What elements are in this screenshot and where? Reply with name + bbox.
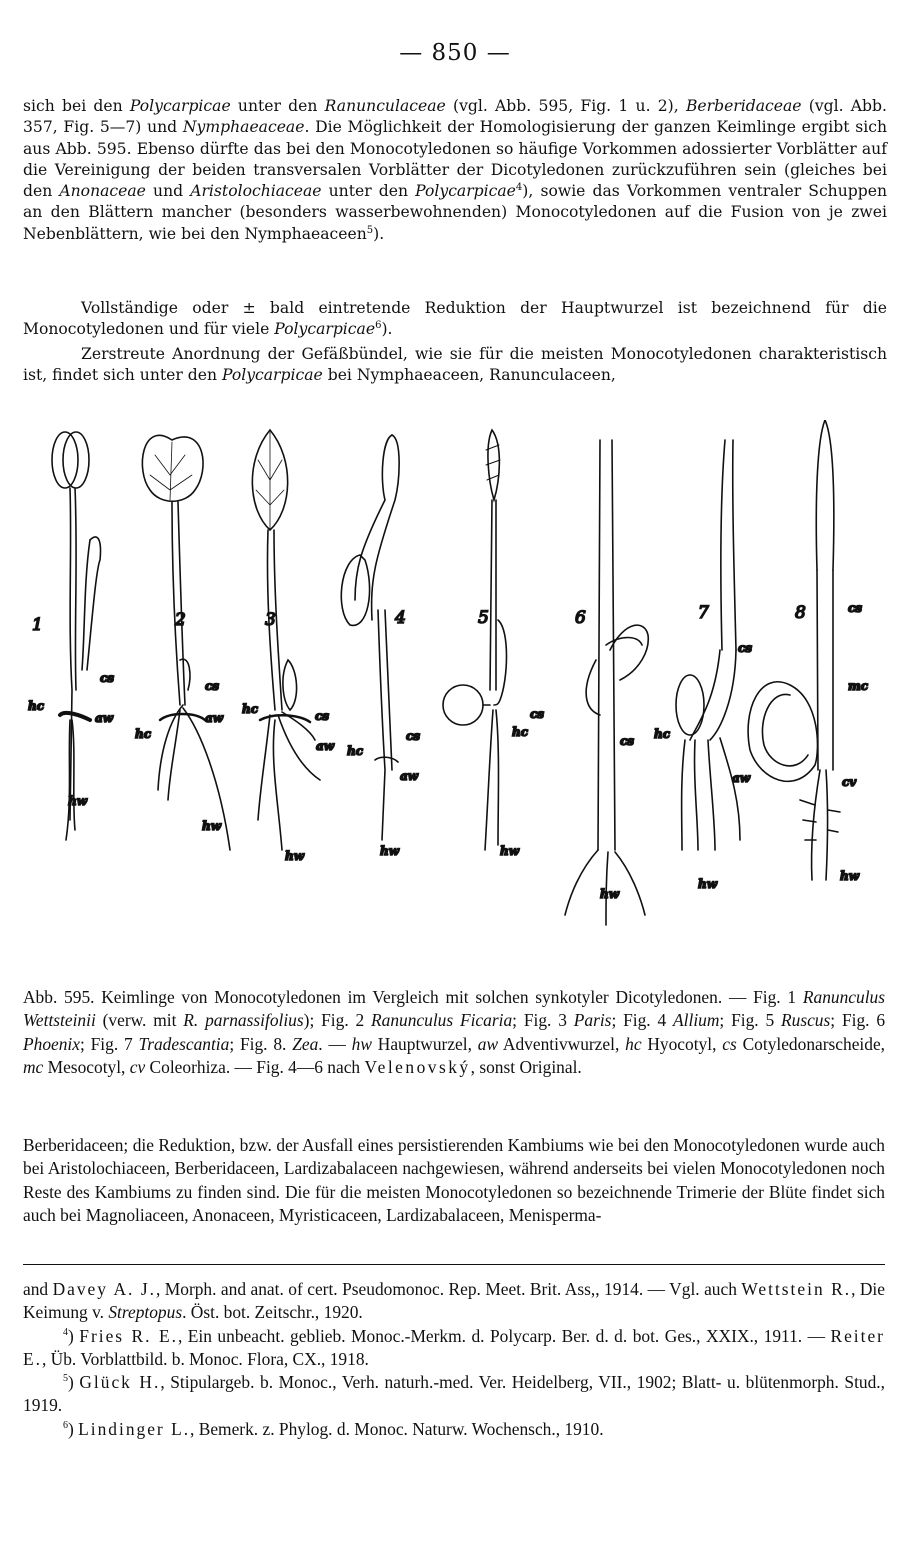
figure-numbers — [32, 603, 806, 635]
paragraph-1: sich bei den Polycarpicae unter den Ranunculaceae (vgl. Abb. 595, Fig. 1 u. 2), Berberidaceae (vgl. Abb. 357, Fig. 5—7) und Nymphaeaceae. Die Möglichkeit der Homologisierung der ganzen Keimlinge ergibt sich aus Abb. 595. Ebenso dürfte das bei den Monocotyledonen so häufige Vorkommen adossierter Vorblätter auf die Vereinigung der beiden transversalen Vorblätter der Dicotyledonen zurückzuführen sein (gleiches bei den Anonaceae und Aristolochiaceae unter den Polycarpicae$^4$), sowie das Vorkommen ventraler Schuppen an den Blättern mancher (besonders wasserbewohnenden) Monocotyledonen auf die Fusion von je zwei Nebenblättern, wie bei den Nymphaeaceen$^5$). — [23, 97, 888, 243]
label-aw: aw — [316, 739, 335, 753]
seedling-1 — [52, 432, 101, 840]
fig-number: 4 — [395, 608, 406, 628]
figure-labels — [28, 601, 869, 901]
fig-number: 6 — [575, 608, 586, 628]
label-cs: cs — [100, 671, 115, 685]
label-aw: aw — [732, 771, 751, 785]
label-cs: cs — [620, 734, 635, 748]
label-aw: aw — [205, 711, 224, 725]
label-hw: hw — [500, 844, 520, 858]
label-cs: cs — [738, 641, 753, 655]
fig-number: 8 — [795, 603, 806, 623]
label-aw: aw — [95, 711, 114, 725]
seedling-8 — [748, 420, 840, 880]
label-hc: hc — [28, 699, 45, 713]
label-hw: hw — [600, 887, 620, 901]
fig-number: 2 — [175, 610, 186, 630]
seedling-2 — [142, 435, 230, 850]
label-hw: hw — [202, 819, 222, 833]
label-hw: hw — [285, 849, 305, 863]
body-paragraph: Berberidaceen; die Reduktion, bzw. der Ausfall eines persistierenden Kambiums wie bei den Monocotyledonen wurde auch bei Aristolochiaceen, Berberidaceen, Lardizabalaceen nachgewiesen, während anderseits bei vielen Monocotyledonen noch Reste des Kambiums zu finden sind. Die für die meisten Monocotyledonen so bezeichnende Trimerie der Blüte findet sich auch bei Magnoliaceen, Anonaceen, Myristicaceen, Lardizabalaceen, Menisperma- — [23, 1135, 885, 1225]
label-hc: hc — [347, 744, 364, 758]
fig-number: 3 — [265, 610, 276, 630]
seedling-3 — [252, 430, 320, 850]
footnote-6: $^6$) Lindinger L., Bemerk. z. Phylog. d. Monoc. Naturw. Wochensch., 1910. — [63, 1418, 604, 1439]
fig-number: 1 — [32, 615, 43, 635]
footnote-5: $^5$) Glück H., Stipulargeb. b. Monoc., Verh. naturh.-med. Ver. Heidelberg, VII., 1902; Blatt- u. blütenmorph. Stud., 1919. — [23, 1372, 885, 1416]
footnote-divider — [23, 1264, 885, 1265]
label-cs: cs — [848, 601, 863, 615]
figure-caption: Abb. 595. Keimlinge von Monocotyledonen im Vergleich mit solchen synkotyler Dicotyledonen. — Fig. 1 Ranunculus Wettsteinii (verw. mit R. parnassifolius); Fig. 2 Ranunculus Ficaria; Fig. 3 Paris; Fig. 4 Allium; Fig. 5 Ruscus; Fig. 6 Phoenix; Fig. 7 Tradescantia; Fig. 8. Zea. — hw Hauptwurzel, aw Adventivwurzel, hc Hyocotyl, cs Cotyledonarscheide, mc Mesocotyl, cv Coleorhiza. — Fig. 4—6 nach Velenovský, sonst Original. — [23, 987, 886, 1077]
seedling-figure — [20, 420, 890, 960]
paragraph-3: Zerstreute Anordnung der Gefäßbündel, wie sie für die meisten Monocotyledonen charakteristisch ist, findet sich unter den Polycarpicae bei Nymphaeaceen, Ranunculaceen, — [23, 345, 887, 385]
fig-number: 7 — [698, 603, 709, 623]
footnote-4: $^4$) Fries R. E., Ein unbeacht. geblieb. Monoc.-Merkm. d. Polycarp. Ber. d. d. bot. Ges., XXIX., 1911. — Reiter E., Üb. Vorblattbild. b. Monoc. Flora, CX., 1918. — [23, 1325, 885, 1369]
label-hw: hw — [840, 869, 860, 883]
label-hc: hc — [135, 727, 152, 741]
paragraph-2: Vollständige oder ± bald eintretende Reduktion der Hauptwurzel ist bezeichnend für die Monocotyledonen und für viele Polycarpicae$^6$). — [23, 299, 887, 339]
label-cs: cs — [530, 707, 545, 721]
label-hw: hw — [68, 794, 88, 808]
label-hc: hc — [242, 702, 259, 716]
label-aw: aw — [400, 769, 419, 783]
fig-number: 5 — [478, 608, 489, 628]
label-cs: cs — [315, 709, 330, 723]
seedling-5 — [443, 430, 507, 850]
seedling-6 — [565, 440, 648, 925]
page-number: — 850 — — [399, 40, 511, 66]
label-hw: hw — [698, 877, 718, 891]
label-cs: cs — [406, 729, 421, 743]
label-hw: hw — [380, 844, 400, 858]
label-hc: hc — [512, 725, 529, 739]
seedling-4 — [341, 435, 399, 840]
footnote-continued: and Davey A. J., Morph. and anat. of cert. Pseudomonoc. Rep. Meet. Brit. Ass,, 1914. — Vgl. auch Wettstein R., Die Keimung v. Streptopus. Öst. bot. Zeitschr., 1920. — [23, 1279, 885, 1323]
footnotes — [23, 1278, 885, 1441]
label-cv: cv — [842, 775, 857, 789]
seedling-7 — [676, 440, 740, 850]
label-cs: cs — [205, 679, 220, 693]
label-hc: hc — [654, 727, 671, 741]
label-mc: mc — [848, 679, 869, 693]
